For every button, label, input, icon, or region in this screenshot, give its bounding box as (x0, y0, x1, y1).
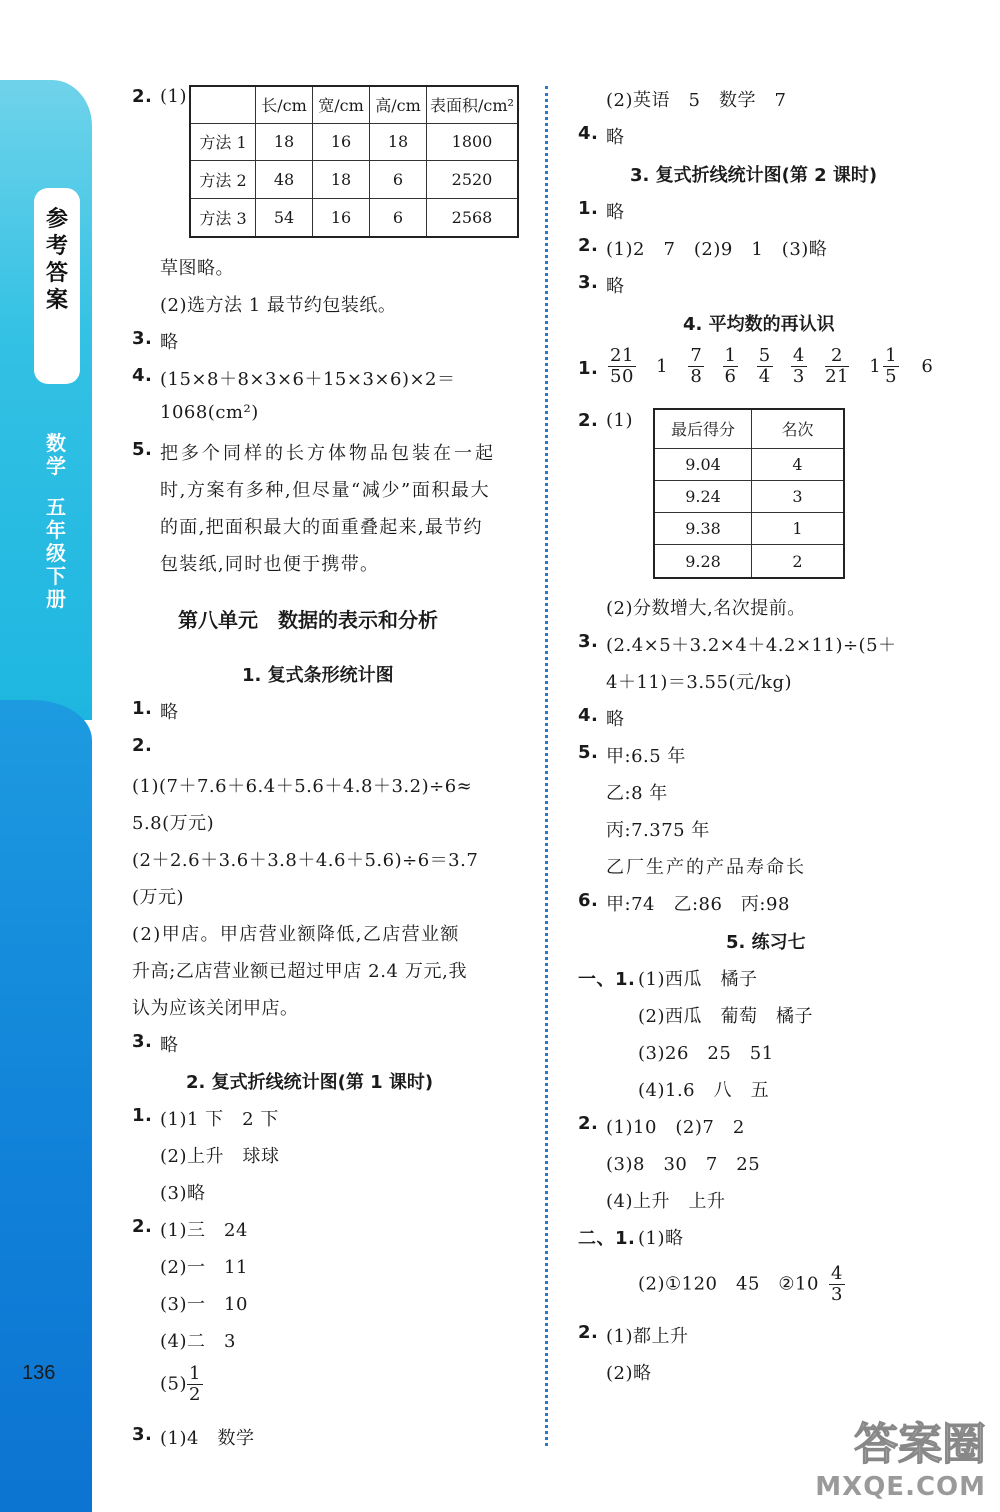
section-title: 2. 复式折线统计图(第 1 课时) (186, 1072, 434, 1093)
answer-line: (3)略 (160, 1183, 206, 1204)
answer-line: 略 (160, 1035, 179, 1056)
answer-line: (1)西瓜 橘子 (638, 969, 758, 990)
answer-line: 1068(cm²) (160, 402, 259, 423)
question-number: 一、1. (578, 969, 636, 990)
table-header: 高/cm (370, 86, 427, 123)
answer-line: 乙:8 年 (606, 783, 668, 804)
question-number: 2. (578, 410, 599, 431)
question-number: 5. (132, 439, 153, 460)
answer-line: (3)8 30 7 25 (606, 1154, 761, 1175)
question-number: 1. (578, 198, 599, 219)
answer-line: 甲:6.5 年 (606, 746, 686, 767)
answer-line: (3)26 25 51 (638, 1043, 774, 1064)
question-number: 2. (132, 1216, 153, 1237)
table-header: 表面积/cm² (427, 86, 519, 123)
sidebar (0, 0, 92, 1512)
answer-line: (3)一 10 (160, 1294, 248, 1315)
packaging-table (189, 85, 519, 238)
question-number: 4. (578, 705, 599, 726)
question-number: 1. (132, 1105, 153, 1126)
score-table (653, 408, 845, 579)
question-number: 6. (578, 890, 599, 911)
table-row: 9.04 4 (654, 448, 844, 480)
table-header: 长/cm (256, 86, 313, 123)
table-header: 宽/cm (313, 86, 370, 123)
answer-line: (4)1.6 八 五 (638, 1080, 770, 1101)
question-number: 2. (578, 1113, 599, 1134)
answer-line: 丙:7.375 年 (606, 820, 710, 841)
sub-question: (1) (606, 410, 633, 431)
answer-line: (1)(7＋7.6＋6.4＋5.6＋4.8＋3.2)÷6≈ (132, 776, 473, 797)
table-row: 方法 1 18 16 18 1800 (190, 123, 518, 161)
answer-line: 略 (606, 709, 625, 730)
table-header (190, 86, 256, 123)
answer-line: 时,方案有多种,但尽量“减少”面积最大 (160, 480, 491, 501)
question-number: 3. (578, 631, 599, 652)
grade-label: 五 年 级 下 册 (46, 495, 66, 611)
answer-line: (2)选方法 1 最节约包装纸。 (160, 295, 397, 316)
question-number: 1. (578, 358, 599, 379)
answer-line: 包装纸,同时也便于携带。 (160, 554, 380, 575)
answer-line: (1)略 (638, 1228, 684, 1249)
answer-line: 草图略。 (160, 258, 234, 279)
question-number: 3. (132, 1424, 153, 1445)
section-title: 3. 复式折线统计图(第 2 课时) (630, 165, 878, 186)
answer-line: 的面,把面积最大的面重叠起来,最节约 (160, 517, 483, 538)
question-number: 1. (132, 698, 153, 719)
question-number: 二、1. (578, 1228, 636, 1249)
unit-title: 第八单元 数据的表示和分析 (178, 608, 438, 632)
answer-line: 5.8(万元) (132, 813, 215, 834)
sub-question: (1) (160, 86, 187, 107)
section-title: 4. 平均数的再认识 (683, 314, 835, 335)
answer-line: 甲:74 乙:86 丙:98 (606, 894, 790, 915)
question-number: 2. (132, 735, 153, 756)
answer-line: (万元) (132, 887, 185, 908)
answer-line: 4＋11)＝3.55(元/kg) (606, 672, 792, 693)
answer-line: (2.4×5＋3.2×4＋4.2×11)÷(5＋ (606, 635, 897, 656)
table-row: 方法 3 54 16 6 2568 (190, 198, 518, 237)
answer-line: 略 (606, 127, 625, 148)
answer-line: (2)一 11 (160, 1257, 248, 1278)
question-number: 4. (132, 365, 153, 386)
fraction-list: $\frac{21}{50}$ 1 $\frac{7}{8}$ $\frac{1}{6}$ $\frac{5}{4}$ $\frac{4}{3}$ $\frac{2}{21}$ 1 $\frac{1}{5}$ 6 (610, 345, 934, 387)
table-row: 9.28 2 (654, 545, 844, 578)
answer-line: (2)西瓜 葡萄 橘子 (638, 1006, 813, 1027)
question-number: 3. (132, 1031, 153, 1052)
subject-label: 数 学 (46, 431, 66, 478)
answer-line: (2)英语 5 数学 7 (606, 90, 787, 111)
section-title: 1. 复式条形统计图 (242, 665, 394, 686)
answer-line: (1)2 7 (2)9 1 (3)略 (606, 239, 828, 260)
answer-line: (1)1 下 2 下 (160, 1109, 279, 1130)
page-number: 136 (22, 1362, 56, 1384)
question-number: 3. (132, 328, 153, 349)
answer-line: (1)4 数学 (160, 1428, 255, 1449)
table-row: 方法 2 48 18 6 2520 (190, 161, 518, 199)
watermark-logo: 答案圈 (854, 1419, 986, 1470)
answer-line: (1)三 24 (160, 1220, 248, 1241)
question-number: 2. (578, 235, 599, 256)
question-number: 2. (132, 86, 153, 107)
answer-line: (15×8＋8×3×6＋15×3×6)×2＝ (160, 369, 456, 390)
table-row: 9.24 3 (654, 481, 844, 513)
answer-line: 升高;乙店营业额已超过甲店 2.4 万元,我 (132, 961, 468, 982)
answer-line: 认为应该关闭甲店。 (132, 998, 299, 1019)
answer-line: (2)甲店。甲店营业额降低,乙店营业额 (132, 924, 460, 945)
answer-line: 略 (160, 332, 179, 353)
answer-line: (1)10 (2)7 2 (606, 1117, 745, 1138)
question-number: 4. (578, 123, 599, 144)
answer-line: 略 (606, 202, 625, 223)
answer-line: (4)二 3 (160, 1331, 236, 1352)
section-title: 5. 练习七 (726, 932, 806, 953)
answer-line: (2)分数增大,名次提前。 (606, 598, 806, 619)
answer-line: 把多个同样的长方体物品包装在一起 (160, 443, 496, 464)
watermark-site: MXQE.COM (815, 1472, 986, 1502)
answer-line: (4)上升 上升 (606, 1191, 726, 1212)
question-number: 3. (578, 272, 599, 293)
question-number: 5. (578, 742, 599, 763)
answer-line: (5) $\frac{1}{2}$ (160, 1363, 201, 1405)
question-number: 2. (578, 1322, 599, 1343)
table-row: 9.38 1 (654, 513, 844, 545)
table-header: 名次 (752, 409, 845, 448)
answer-line: 乙厂生产的产品寿命长 (606, 857, 806, 878)
sidebar-blue-band (0, 700, 92, 1512)
answer-line: (1)都上升 (606, 1326, 689, 1347)
answer-tag: 参 考 答 案 (34, 188, 80, 384)
sidebar-cyan-band (0, 80, 92, 720)
answer-line: (2)上升 球球 (160, 1146, 280, 1167)
answer-line: (2＋2.6＋3.6＋3.8＋4.6＋5.6)÷6＝3.7 (132, 850, 479, 871)
answer-line: (2)略 (606, 1363, 652, 1384)
answer-line: 略 (160, 702, 179, 723)
answer-line: (2)①120 45 ②10 $\frac{4}{3}$ (638, 1263, 843, 1305)
answer-line: 略 (606, 276, 625, 297)
column-divider (545, 86, 548, 1446)
table-header: 最后得分 (654, 409, 752, 448)
